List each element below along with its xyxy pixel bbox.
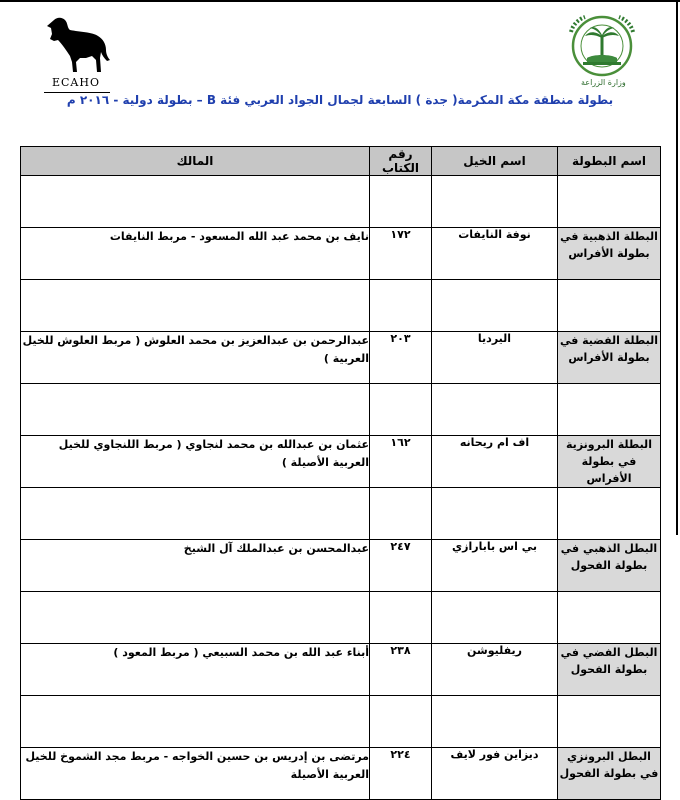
- page-border-right: [676, 0, 678, 535]
- row-championship: البطلة الفضية في بطولة الأفراس: [558, 332, 661, 384]
- table-row: [21, 644, 661, 696]
- row-horse: ريفليوشن: [432, 644, 558, 696]
- ecaho-logo: [40, 14, 112, 100]
- row-book-number: ٢٣٨: [370, 644, 432, 696]
- table-row: [21, 332, 661, 384]
- row-championship: البطل البرونزي في بطولة الفحول: [558, 748, 661, 800]
- row-owner: عثمان بن عبدالله بن محمد لنجاوي ( مربط اللنجاوي للخيل العربية الأصيلة ): [21, 436, 370, 488]
- palm-emblem-icon: [563, 14, 641, 78]
- row-horse: ديزاين فور لايف: [432, 748, 558, 800]
- row-owner: عبدالمحسن بن عبدالملك آل الشيخ: [21, 540, 370, 592]
- row-book-number: ٢٢٤: [370, 748, 432, 800]
- row-spacer: [21, 696, 661, 748]
- header-spacer: [21, 176, 661, 228]
- table-header-row: [21, 147, 661, 176]
- header-championship: اسم البطولة: [558, 147, 661, 176]
- ministry-name: وزارة الزراعة: [581, 78, 626, 87]
- row-championship: البطلة الذهبية في بطولة الأفراس: [558, 228, 661, 280]
- arabian-horse-icon: [40, 14, 112, 76]
- row-championship: البطلة البرونزية في بطولة الأفراس: [558, 436, 661, 488]
- row-horse: اليرديا: [432, 332, 558, 384]
- table-row: [21, 228, 661, 280]
- row-spacer: [21, 384, 661, 436]
- row-book-number: ١٧٢: [370, 228, 432, 280]
- row-owner: عبدالرحمن بن عبدالعزيز بن محمد العلوش ( مربط العلوش للخيل العربية ): [21, 332, 370, 384]
- row-book-number: ٢٤٧: [370, 540, 432, 592]
- page-border-top: [0, 0, 680, 2]
- row-owner: أبناء عبد الله بن محمد السبيعي ( مربط المعود ): [21, 644, 370, 696]
- table-row: [21, 748, 661, 800]
- row-book-number: ١٦٢: [370, 436, 432, 488]
- row-spacer: [21, 280, 661, 332]
- row-horse: نوفة النايفات: [432, 228, 558, 280]
- row-championship: البطل الفضي في بطولة الفحول: [558, 644, 661, 696]
- table-row: [21, 436, 661, 488]
- results-table: [20, 146, 661, 800]
- ecaho-caption: ECAHO: [51, 76, 100, 89]
- row-championship: البطل الذهبي في بطولة الفحول: [558, 540, 661, 592]
- header-horse: اسم الخيل: [432, 147, 558, 176]
- header-owner: المالك: [21, 147, 370, 176]
- row-horse: بي اس بابارازي: [432, 540, 558, 592]
- document-title: بطولة منطقة مكة المكرمة( جدة ) السابعة لجمال الجواد العربي فئة B – بطولة دولية - ٢٠١٦ م: [66, 93, 614, 107]
- ministry-emblem: [563, 14, 643, 94]
- row-horse: اف ام ريحانه: [432, 436, 558, 488]
- header-book-number: رقم الكتاب: [370, 147, 432, 176]
- row-owner: مرتضى بن إدريس بن حسين الخواجه - مربط مجد الشموخ للخيل العربية الأصيلة: [21, 748, 370, 800]
- row-owner: نايف بن محمد عبد الله المسعود - مربط النايفات: [21, 228, 370, 280]
- table-row: [21, 540, 661, 592]
- row-spacer: [21, 488, 661, 540]
- row-spacer: [21, 592, 661, 644]
- row-book-number: ٢٠٣: [370, 332, 432, 384]
